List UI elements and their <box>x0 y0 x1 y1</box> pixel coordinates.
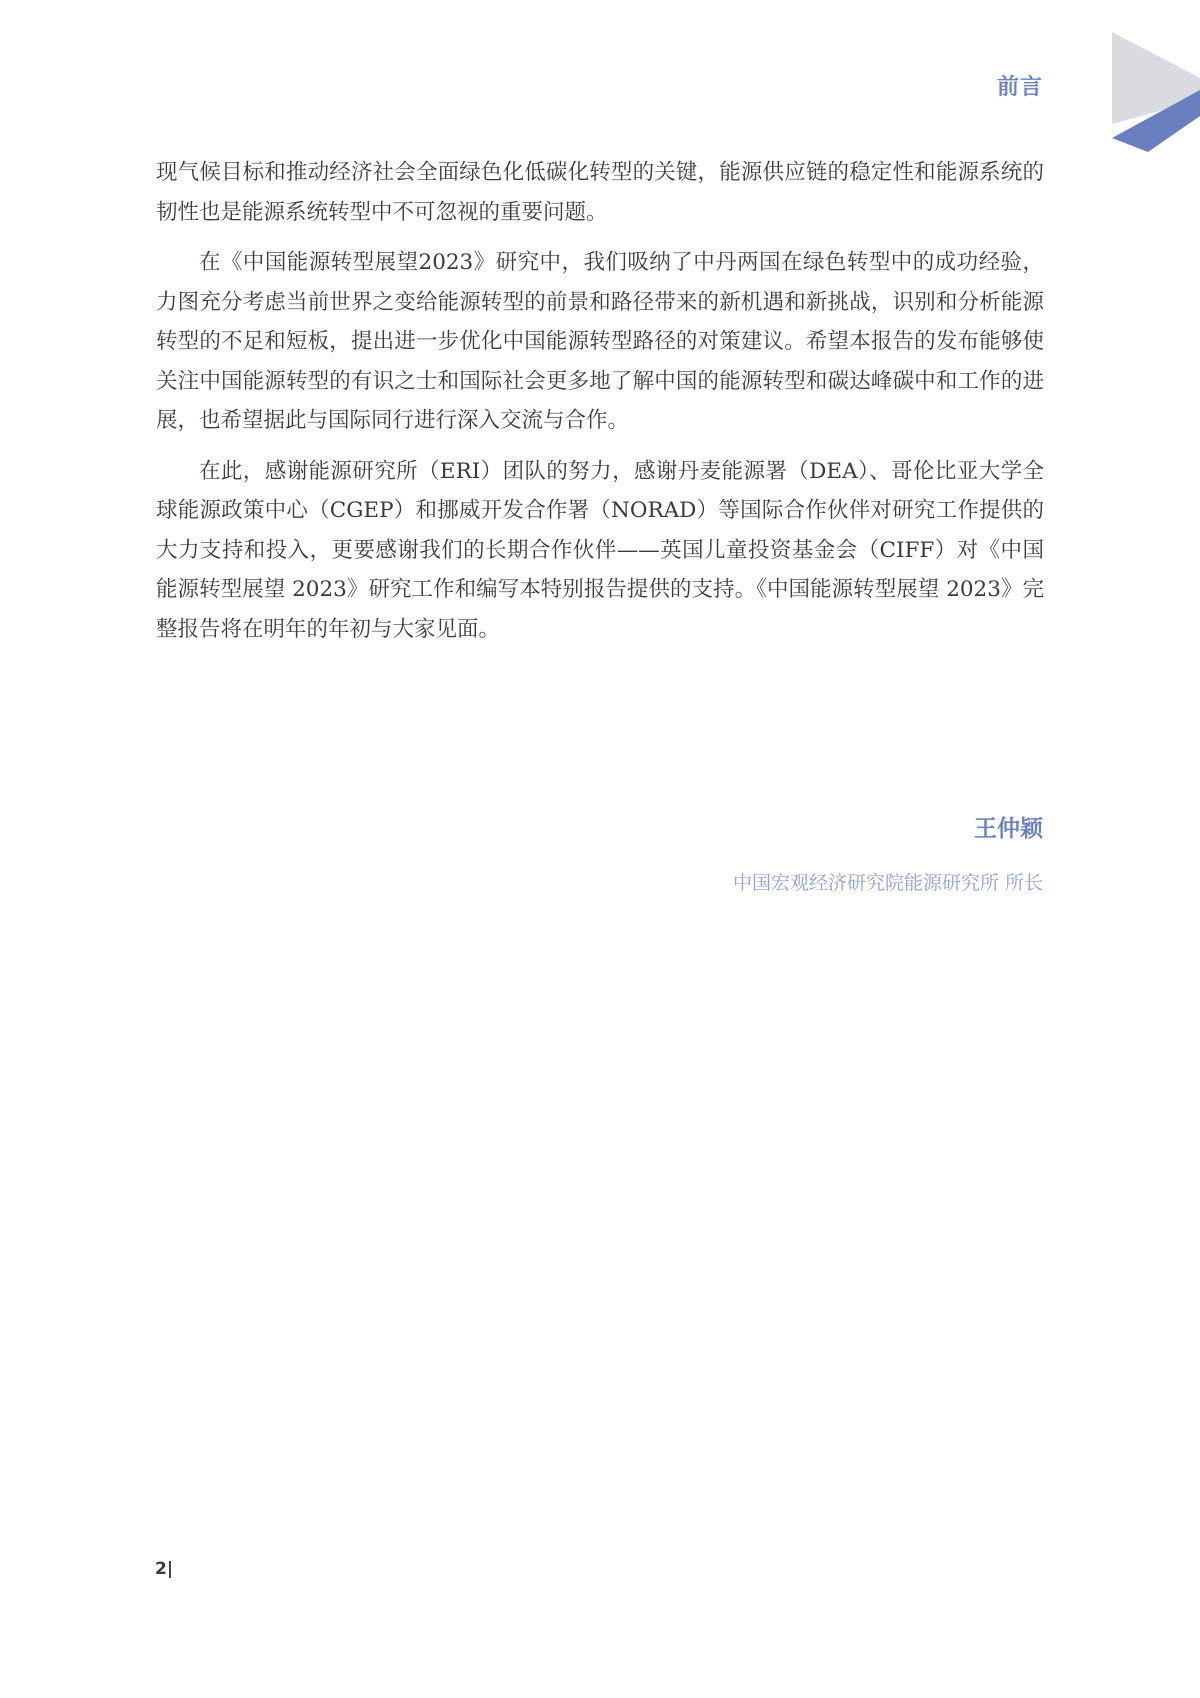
signature-title: 中国宏观经济研究院能源研究所 所长 <box>732 872 1043 894</box>
corner-decoration <box>1080 0 1200 170</box>
paragraph-3: 在此，感谢能源研究所（ERI）团队的努力，感谢丹麦能源署（DEA）、哥伦比亚大学全球能源政策中心（CGEP）和挪威开发合作署（NORAD）等国际合作伙伴对研究工作提供的大力支持和投入，更要感谢我们的长期合作伙伴——英国儿童投资基金会（CIFF）对《中国能源转型展望 2023》研究工作和编写本特别报告提供的支持。《中国能源转型展望 2023》完整报告将在明年的年初与大家见面。 <box>156 458 1044 642</box>
body-text <box>156 153 1044 660</box>
paragraph-2: 在《中国能源转型展望2023》研究中，我们吸纳了中丹两国在绿色转型中的成功经验，力图充分考虑当前世界之变给能源转型的前景和路径带来的新机遇和新挑战，识别和分析能源转型的不足和短板，提出进一步优化中国能源转型路径的对策建议。希望本报告的发布能够使关注中国能源转型的有识之士和国际社会更多地了解中国的能源转型和碳达峰碳中和工作的进展，也希望据此与国际同行进行深入交流与合作。 <box>156 250 1044 433</box>
section-title: 前言 <box>996 75 1043 100</box>
paragraph-1: 现气候目标和推动经济社会全面绿色化低碳化转型的关键，能源供应链的稳定性和能源系统的韧性也是能源系统转型中不可忽视的重要问题。 <box>156 160 1044 225</box>
page-number: 2| <box>155 1559 174 1579</box>
signature-name: 王仲颖 <box>974 816 1043 842</box>
